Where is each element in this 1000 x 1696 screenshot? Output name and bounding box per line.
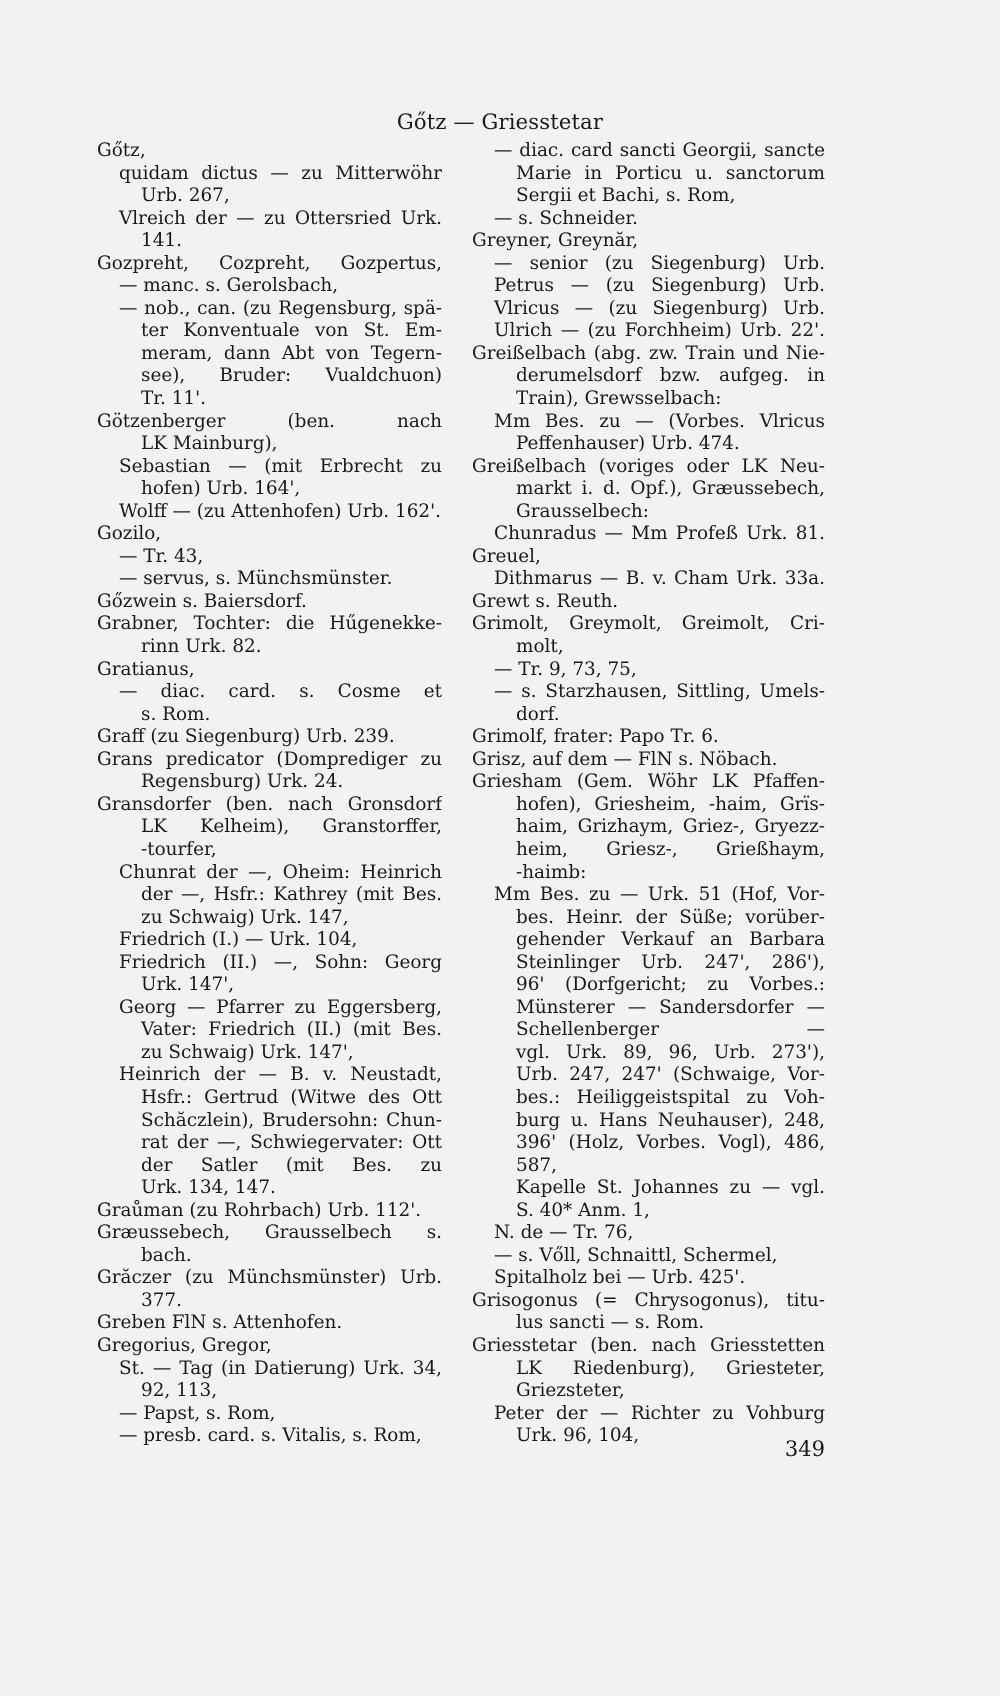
index-line: Kapelle St. Johannes zu — vgl. [516,1177,825,1199]
index-line: Sebastian — (mit Erbrecht zu [119,455,442,477]
index-line: Greißelbach (voriges oder LK Neu- [472,455,825,477]
index-line: Grisogonus (= Chrysogonus), titu- [472,1289,825,1311]
index-line: dorf. [516,703,560,725]
index-line: hofen) Urb. 164', [141,478,301,500]
index-line: Mm Bes. zu — (Vorbes. Vlricus [494,410,825,432]
index-line: — Papst, s. Rom, [119,1402,276,1424]
index-line: Hsfr.: Gertrud (Witwe des Ott [141,1086,442,1108]
index-line: 377. [141,1289,182,1311]
index-line: -tourfer, [141,838,217,860]
index-line: Griesham (Gem. Wöhr LK Pfaffen- [472,771,825,793]
index-line: Dithmarus — B. v. Cham Urk. 33a. [494,568,825,590]
index-line: Sergii et Bachi, s. Rom, [516,185,736,207]
index-line: Grans predicator (Domprediger zu [97,748,442,770]
index-line: Schăczlein), Brudersohn: Chun- [141,1109,442,1131]
index-line: der Satler (mit Bes. zu [141,1154,442,1176]
index-line: — servus, s. Münchsmünster. [119,568,393,590]
index-line: Heinrich der — B. v. Neustadt, [119,1064,442,1086]
index-line: rat der —, Schwiegervater: Ott [141,1132,442,1154]
index-line: vgl. Urk. 89, 96, Urb. 273'), [516,1041,825,1063]
index-line: Greißelbach (abg. zw. Train und Nie- [472,342,825,364]
index-line: LK Riedenburg), Griesteter, [516,1357,825,1379]
index-line: Götzenberger (ben. nach [97,410,442,432]
index-line: Vater: Friedrich (II.) (mit Bes. [141,1019,442,1041]
index-line: heim, Griesz-, Grießhaym, [516,838,825,860]
index-line: Griezsteter, [516,1380,625,1402]
index-line: Urb. 247, 247' (Schwaige, Vor- [516,1064,825,1086]
index-line: — Tr. 43, [119,545,204,567]
index-line: Urk. 134, 147. [141,1177,276,1199]
index-line: — diac. card sancti Georgii, sancte [494,140,825,161]
index-line: Greben FlN s. Attenhofen. [97,1312,343,1334]
index-line: Vlreich der — zu Ottersried Urk. [119,207,442,229]
index-line: Greyner, Greynăr, [472,230,639,252]
index-line: — diac. card. s. Cosme et [119,681,442,703]
index-line: -haimb: [516,861,587,883]
index-line: — nob., can. (zu Regensburg, spä- [119,297,442,319]
index-column-right [472,140,825,1448]
index-line: — s. Schneider. [494,207,638,229]
index-line: Gozilo, [97,523,162,545]
index-line: Grăczer (zu Münchsmünster) Urb. [97,1267,442,1289]
index-line: Peter der — Richter zu Vohburg [494,1402,825,1424]
index-line: Chunrat der —, Oheim: Heinrich [119,861,442,883]
index-line: Gőtz, [97,140,146,161]
index-line: 96' (Dorfgericht; zu Vorbes.: [516,974,825,996]
index-line: bach. [141,1244,192,1266]
index-line: Grewt s. Reuth. [472,590,619,612]
index-line: Graůman (zu Rohrbach) Urb. 112'. [97,1199,422,1221]
index-line: hofen), Griesheim, -haim, Grïs- [516,793,825,815]
index-line: Urk. 147', [141,974,235,996]
index-line: Chunradus — Mm Profeß Urk. 81. [494,523,825,545]
index-line: — manc. s. Gerolsbach, [119,275,339,297]
index-line: 141. [141,230,182,252]
index-line: Steinlinger Urb. 247', 286'), [516,951,825,973]
index-line: Gratianus, [97,658,195,680]
index-line: s. Rom. [141,703,211,725]
index-line: Münsterer — Sandersdorfer — [516,996,825,1018]
index-line: Regensburg) Urk. 24. [141,771,344,793]
index-line: Grimolt, Greymolt, Greimolt, Cri- [472,613,825,635]
index-line: derumelsdorf bzw. aufgeg. in [516,365,825,387]
index-line: Schellenberger — [516,1019,825,1041]
index-line: — Tr. 9, 73, 75, [494,658,637,680]
index-line: LK Mainburg), [141,433,278,455]
index-line: Gransdorfer (ben. nach Gronsdorf [97,793,442,815]
index-line: 396' (Holz, Vorbes. Vogl), 486, [516,1132,825,1154]
index-line: lus sancti — s. Rom. [516,1312,705,1334]
index-line: Grisz, auf dem — FlN s. Nöbach. [472,748,778,770]
index-line: markt i. d. Opf.), Græussebech, [516,478,825,500]
index-line: burg u. Hans Neuhauser), 248, [516,1109,825,1131]
index-line: haim, Grizhaym, Griez-, Gryezz- [516,816,825,838]
index-line: Grimolf, frater: Papo Tr. 6. [472,726,719,748]
index-line: Friedrich (II.) —, Sohn: Georg [119,951,442,973]
index-line: 92, 113, [141,1380,218,1402]
index-line: quidam dictus — zu Mitterwöhr [119,162,442,184]
index-line: zu Schwaig) Urk. 147', [141,1041,354,1063]
index-line: St. — Tag (in Datierung) Urk. 34, [119,1357,442,1379]
index-line: Mm Bes. zu — Urk. 51 (Hof, Vor- [494,884,825,906]
index-line: N. de — Tr. 76, [494,1222,634,1244]
index-line: Tr. 11'. [141,388,207,410]
index-line: ter Konventuale von St. Em- [141,320,442,342]
index-line: Friedrich (I.) — Urk. 104, [119,929,358,951]
index-line: — s. Vőll, Schnaittl, Schermel, [494,1244,778,1266]
index-line: Petrus — (zu Siegenburg) Urb. [494,275,825,297]
index-line: Spitalholz bei — Urb. 425'. [494,1267,746,1289]
index-line: Peffenhauser) Urb. 474. [516,433,740,455]
index-line: Græussebech, Grausselbech s. [97,1222,442,1244]
index-line: Gozpreht, Cozpreht, Gozpertus, [97,252,442,274]
index-line: Greuel, [472,545,541,567]
index-line: Train), Grewsselbach: [516,388,722,410]
index-line: gehender Verkauf an Barbara [516,929,825,951]
index-line: Grausselbech: [516,500,649,522]
index-line: — presb. card. s. Vitalis, s. Rom, [119,1425,422,1447]
index-line: Wolff — (zu Attenhofen) Urb. 162'. [119,500,442,522]
index-line: bes.: Heiliggeistspital zu Voh- [516,1086,825,1108]
index-line: Gregorius, Gregor, [97,1334,272,1356]
index-line: Georg — Pfarrer zu Eggersberg, [119,996,442,1018]
index-line: molt, [516,636,564,658]
index-line: Vlricus — (zu Siegenburg) Urb. [494,297,825,319]
index-line: 587, [516,1154,557,1176]
index-line: der —, Hsfr.: Kathrey (mit Bes. [141,884,442,906]
index-line: LK Kelheim), Granstorffer, [141,816,442,838]
index-line: Grabner, Tochter: die Hűgenekke- [97,613,442,635]
page-number: 349 [784,1437,825,1461]
index-line: — senior (zu Siegenburg) Urb. [494,252,825,274]
index-line: see), Bruder: Vualdchuon) [141,365,442,387]
index-line: Urb. 267, [141,185,230,207]
index-line: Marie in Porticu u. sanctorum [516,162,825,184]
index-line: Griesstetar (ben. nach Griesstetten [472,1334,825,1356]
index-column-left [97,140,442,1448]
index-line: Urk. 96, 104, [516,1425,640,1447]
index-line: meram, dann Abt von Tegern- [141,342,442,364]
index-line: bes. Heinr. der Süße; vorüber- [516,906,825,928]
index-line: zu Schwaig) Urk. 147, [141,906,349,928]
index-line: Graff (zu Siegenburg) Urb. 239. [97,726,395,748]
running-head: Gőtz — Griesstetar [396,110,604,134]
index-line: rinn Urk. 82. [141,636,262,658]
index-line: S. 40* Anm. 1, [516,1199,650,1221]
index-line: — s. Starzhausen, Sittling, Umels- [494,681,825,703]
index-line: Ulrich — (zu Forchheim) Urb. 22'. [494,320,825,342]
index-line: Gőzwein s. Baiersdorf. [97,590,307,612]
